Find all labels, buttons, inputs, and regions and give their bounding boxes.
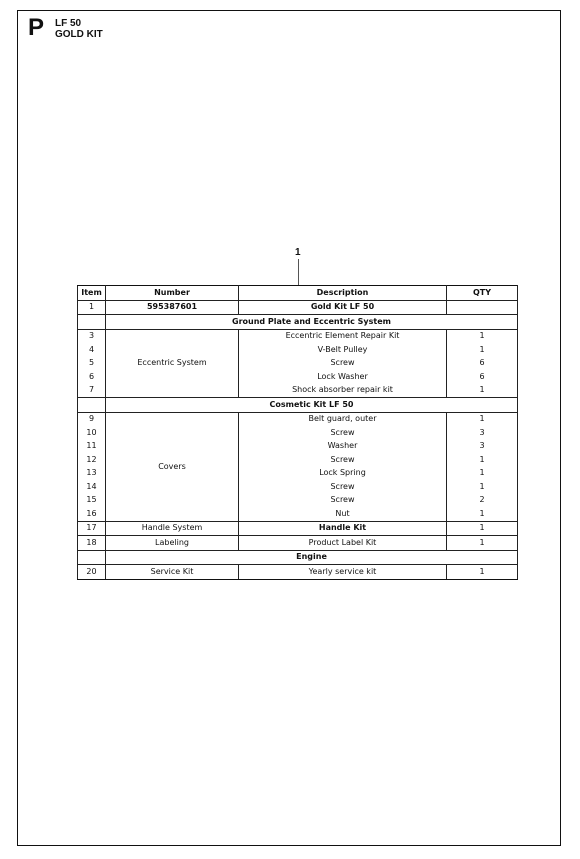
item-cell: 6: [78, 370, 106, 384]
number-cell: Service Kit: [106, 565, 239, 580]
callout-leader-line: [298, 259, 299, 285]
number-cell: Labeling: [106, 536, 239, 551]
qty-cell: 1: [447, 536, 518, 551]
qty-cell: 1: [447, 412, 518, 426]
parts-table: [77, 285, 518, 580]
page-letter: P: [28, 14, 45, 41]
description-cell: Eccentric Element Repair Kit: [239, 329, 447, 343]
description-cell: Yearly service kit: [239, 565, 447, 580]
section-title: Ground Plate and Eccentric System: [106, 315, 518, 330]
description-cell: Screw: [239, 453, 447, 467]
item-cell: 20: [78, 565, 106, 580]
qty-cell: 1: [447, 467, 518, 481]
qty-cell: 6: [447, 357, 518, 371]
qty-cell: [447, 300, 518, 315]
qty-cell: 1: [447, 343, 518, 357]
description-cell: Washer: [239, 440, 447, 454]
table-row: [78, 329, 518, 343]
qty-cell: 3: [447, 440, 518, 454]
qty-cell: 3: [447, 426, 518, 440]
item-cell: 3: [78, 329, 106, 343]
description-cell: Handle Kit: [239, 521, 447, 536]
group-cell: Eccentric System: [106, 329, 239, 398]
table-header-row: [78, 286, 518, 301]
item-cell: 4: [78, 343, 106, 357]
qty-cell: 1: [447, 507, 518, 521]
item-cell: 9: [78, 412, 106, 426]
description-cell: V-Belt Pulley: [239, 343, 447, 357]
item-cell: 13: [78, 467, 106, 481]
item-cell: [78, 398, 106, 413]
qty-cell: 1: [447, 329, 518, 343]
number-cell: 595387601: [106, 300, 239, 315]
header-description: Description: [239, 286, 447, 301]
table-row: [78, 536, 518, 551]
item-cell: 10: [78, 426, 106, 440]
item-cell: [78, 550, 106, 565]
item-cell: 11: [78, 440, 106, 454]
section-title: Cosmetic Kit LF 50: [106, 398, 518, 413]
description-cell: Nut: [239, 507, 447, 521]
table-row: [78, 565, 518, 580]
header-qty: QTY: [447, 286, 518, 301]
item-cell: 5: [78, 357, 106, 371]
description-cell: Gold Kit LF 50: [239, 300, 447, 315]
section-row: [78, 398, 518, 413]
item-cell: 14: [78, 480, 106, 494]
qty-cell: 1: [447, 384, 518, 398]
section-row: [78, 315, 518, 330]
description-cell: Lock Spring: [239, 467, 447, 481]
item-cell: 7: [78, 384, 106, 398]
qty-cell: 1: [447, 480, 518, 494]
header-number: Number: [106, 286, 239, 301]
description-cell: Lock Washer: [239, 370, 447, 384]
number-cell: Handle System: [106, 521, 239, 536]
description-cell: Shock absorber repair kit: [239, 384, 447, 398]
qty-cell: 6: [447, 370, 518, 384]
kit-name: GOLD KIT: [55, 29, 103, 40]
qty-cell: 1: [447, 453, 518, 467]
item-cell: 1: [78, 300, 106, 315]
description-cell: Product Label Kit: [239, 536, 447, 551]
header-item: Item: [78, 286, 106, 301]
qty-cell: 1: [447, 565, 518, 580]
item-cell: 16: [78, 507, 106, 521]
item-cell: [78, 315, 106, 330]
group-cell: Covers: [106, 412, 239, 521]
item-cell: 17: [78, 521, 106, 536]
qty-cell: 2: [447, 494, 518, 508]
section-title: Engine: [106, 550, 518, 565]
section-row: [78, 550, 518, 565]
table-row: [78, 412, 518, 426]
table-row: [78, 521, 518, 536]
qty-cell: 1: [447, 521, 518, 536]
item-cell: 15: [78, 494, 106, 508]
model-name: LF 50: [55, 18, 82, 29]
page-heading: [55, 18, 103, 40]
item-cell: 12: [78, 453, 106, 467]
description-cell: Screw: [239, 357, 447, 371]
description-cell: Screw: [239, 494, 447, 508]
description-cell: Belt guard, outer: [239, 412, 447, 426]
table-row: [78, 300, 518, 315]
description-cell: Screw: [239, 426, 447, 440]
callout-number: 1: [295, 247, 301, 258]
description-cell: Screw: [239, 480, 447, 494]
item-cell: 18: [78, 536, 106, 551]
